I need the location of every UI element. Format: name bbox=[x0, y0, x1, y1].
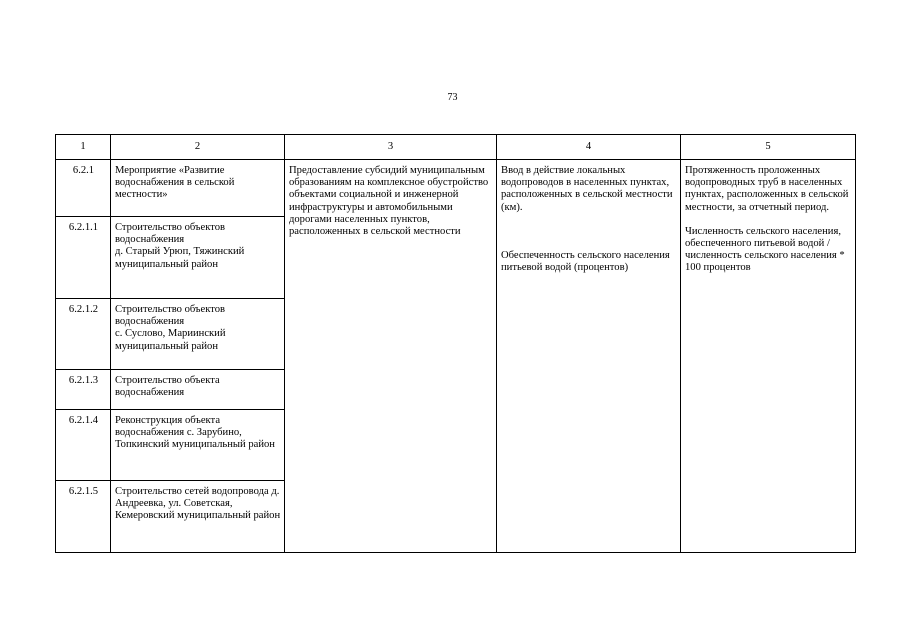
column-header: 2 bbox=[111, 135, 285, 160]
row-code: 6.2.1.2 bbox=[56, 299, 111, 370]
column-header: 3 bbox=[285, 135, 497, 160]
calculation-method-cell bbox=[681, 160, 856, 553]
row-code: 6.2.1 bbox=[56, 160, 111, 217]
measure-description-cell: Предоставление субсидий муниципальным образованиям на комплексное обустройство объектами социальной и инженерной инфраструктуры и автомобильными дорогами населенных пунктов, расположенных в сельской местности bbox=[285, 160, 497, 553]
row-code: 6.2.1.1 bbox=[56, 217, 111, 299]
method-text: Протяженность проложенных водопроводных труб в населенных пунктах, расположенных в сельской местности, за отчетный период. bbox=[685, 165, 849, 213]
row-name: Мероприятие «Развитие водоснабжения в сельской местности» bbox=[111, 160, 285, 217]
row-name bbox=[111, 299, 285, 370]
page-number: 73 bbox=[447, 92, 458, 103]
row-code: 6.2.1.5 bbox=[56, 481, 111, 553]
row-code: 6.2.1.3 bbox=[56, 370, 111, 410]
table-row bbox=[56, 160, 856, 217]
method-text: 100 процентов bbox=[685, 262, 751, 274]
row-name-line: Строительство объектов водоснабжения bbox=[115, 222, 226, 246]
row-name: Реконструкция объекта водоснабжения с. Зарубино, Топкинский муниципальный район bbox=[111, 410, 285, 481]
indicator-cell bbox=[497, 160, 681, 553]
indicator-text: Ввод в действие локальных водопроводов в населенных пунктах, расположенных в сельской местности (км). bbox=[501, 165, 673, 213]
table-header-row bbox=[56, 135, 856, 160]
row-code: 6.2.1.4 bbox=[56, 410, 111, 481]
column-header: 1 bbox=[56, 135, 111, 160]
program-table bbox=[55, 134, 856, 553]
row-name-line: д. Старый Урюп, Тяжинский муниципальный район bbox=[115, 246, 245, 270]
row-name: Строительство сетей водопровода д. Андреевка, ул. Советская, Кемеровский муниципальный район bbox=[111, 481, 285, 553]
method-text: Численность сельского населения, обеспеченного питьевой водой / численность сельского населения * bbox=[685, 225, 845, 262]
indicator-text: Обеспеченность сельского населения питьевой водой (процентов) bbox=[501, 249, 670, 274]
column-header: 4 bbox=[497, 135, 681, 160]
row-name bbox=[111, 217, 285, 299]
row-name: Строительство объекта водоснабжения bbox=[111, 370, 285, 410]
row-name-line: Строительство объектов водоснабжения bbox=[115, 304, 226, 328]
column-header: 5 bbox=[681, 135, 856, 160]
row-name-line: с. Суслово, Мариинский муниципальный район bbox=[115, 328, 226, 352]
